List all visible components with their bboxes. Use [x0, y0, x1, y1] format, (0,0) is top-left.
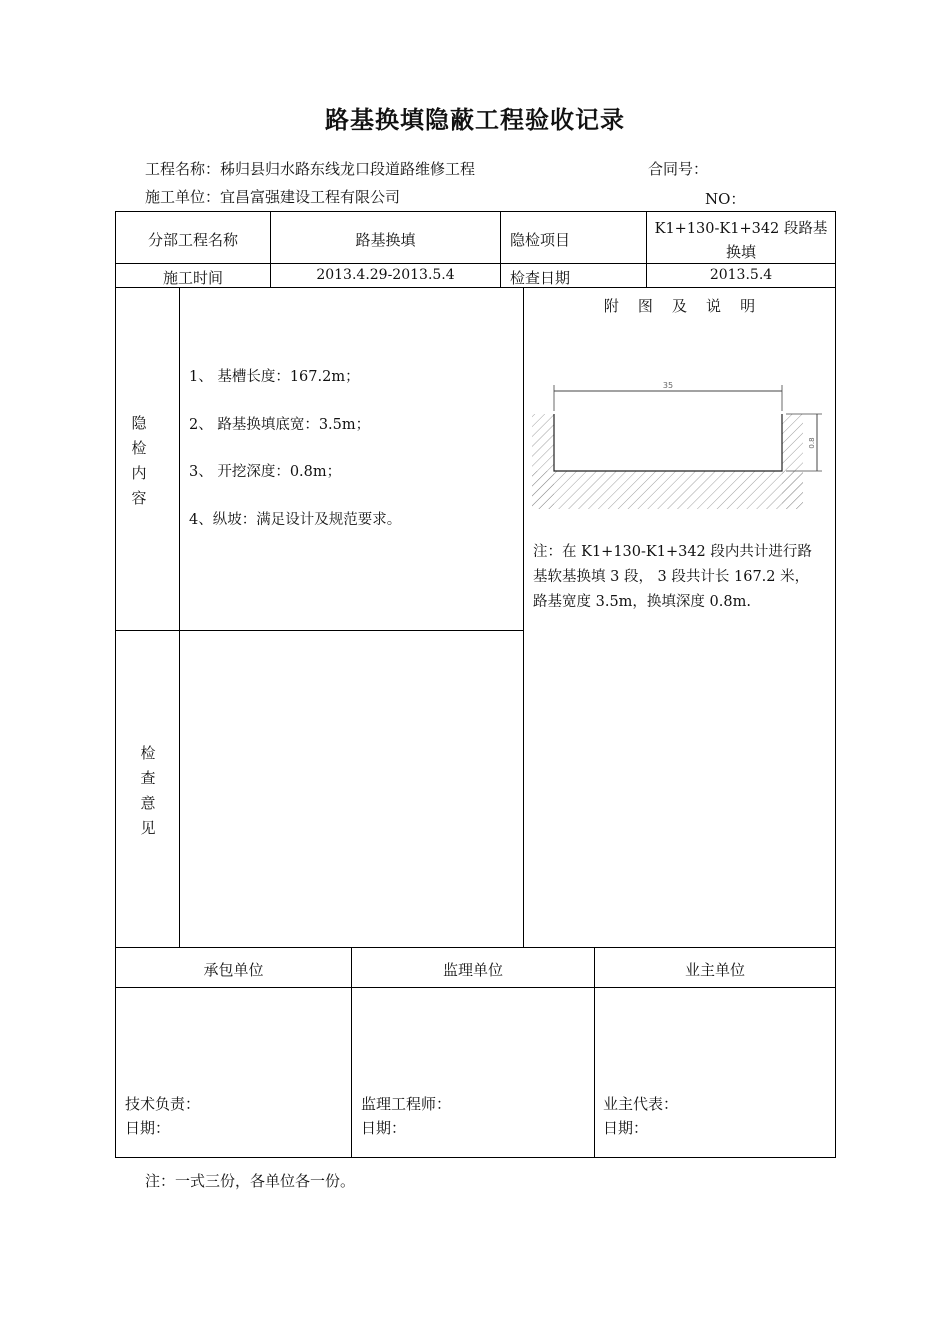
contractor-unit-label: 承包单位 — [203, 961, 264, 979]
contractor-value: 宜昌富强建设工程有限公司 — [220, 188, 401, 206]
supervisor-unit-label: 监理单位 — [442, 961, 503, 979]
content-item-length: 1、 基槽长度：167.2m； — [189, 369, 360, 385]
owner-unit-label: 业主单位 — [684, 961, 745, 979]
project-name-value: 秭归县归水路东线龙口段道路维修工程 — [220, 160, 476, 178]
inspection-item-value-line2: 换填 — [725, 243, 756, 261]
inspection-date-value: 2013.5.4 — [709, 267, 773, 283]
content-item-slope: 4、纵坡：满足设计及规范要求。 — [189, 512, 402, 528]
footer-note: 注：一式三份，各单位各一份。 — [145, 1172, 356, 1190]
inspection-item-value-line1: K1+130-K1+342 段路基 — [654, 221, 828, 237]
content-item-depth: 3、 开挖深度：0.8m； — [189, 464, 342, 480]
attachment-title: 附 图 及 说 明 — [603, 297, 756, 315]
sub-project-name-label: 分部工程名称 — [147, 231, 238, 249]
project-name-row — [145, 158, 475, 179]
tech-lead-label: 技术负责： — [125, 1095, 201, 1113]
contractor-label: 施工单位： — [145, 188, 221, 206]
project-name-label: 工程名称： — [145, 160, 221, 178]
sub-project-name-value: 路基换填 — [355, 231, 416, 249]
contractor-row — [145, 186, 400, 207]
drawing-depth-label: 0.8 — [808, 437, 816, 449]
construction-time-value: 2013.4.29-2013.5.4 — [316, 267, 455, 283]
attachment-note: 注：在 K1+130-K1+342 段内共计进行路 基软基换填 3 段， 3 段共计长 167.2 米， 路基宽度 3.5m，换填深度 0.8m. — [533, 544, 812, 610]
cross-section-drawing — [524, 375, 835, 515]
supervisor-date-label: 日期： — [361, 1119, 407, 1137]
contract-number-label: 合同号： — [648, 160, 709, 178]
inspection-item-label: 隐检项目 — [510, 231, 571, 249]
trench-outline — [554, 414, 782, 471]
construction-time-label: 施工时间 — [162, 269, 223, 287]
document-number-label: NO： — [705, 190, 746, 208]
inspection-date-label: 检查日期 — [510, 269, 571, 287]
supervisor-engineer-label: 监理工程师： — [361, 1095, 452, 1113]
contractor-date-label: 日期： — [125, 1119, 171, 1137]
drawing-width-label: 35 — [662, 381, 674, 390]
content-item-width: 2、 路基换填底宽：3.5m； — [189, 417, 371, 433]
review-opinion-label: 检 查 意 见 — [140, 744, 156, 837]
owner-date-label: 日期： — [603, 1119, 649, 1137]
owner-representative-label: 业主代表： — [603, 1095, 679, 1113]
page-title: 路基换填隐蔽工程验收记录 — [325, 105, 625, 134]
hidden-content-label: 隐 检 内 容 — [131, 414, 147, 507]
